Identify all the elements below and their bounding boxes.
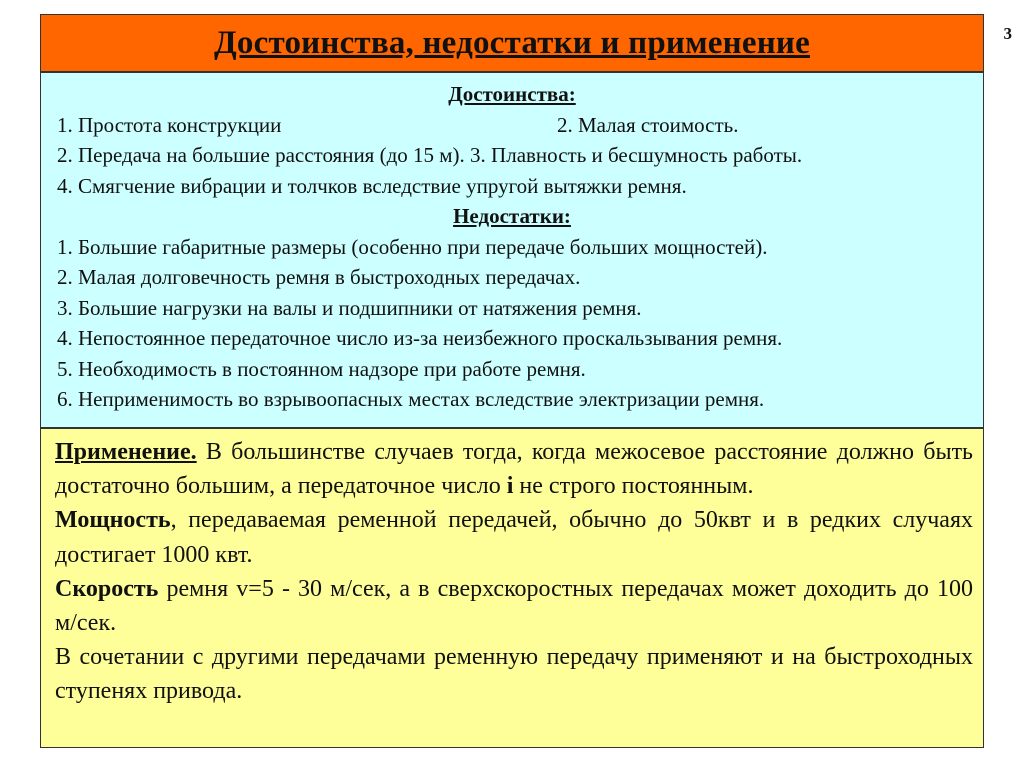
disadvantage-item: 4. Непостоянное передаточное число из-за неизбежного проскальзывания ремня. xyxy=(57,326,783,350)
disadvantage-item: 6. Неприменимость во взрывоопасных местах вследствие электризации ремня. xyxy=(57,387,765,411)
application-text-end: не строго постоянным. xyxy=(513,473,754,500)
application-label: Применение. xyxy=(55,439,197,465)
application-panel xyxy=(40,428,984,748)
advantage-item: 2. Малая стоимость. xyxy=(557,112,739,137)
advantage-item: 2. Передача на большие расстояния (до 15 м). 3. Плавность и бесшумность работы. xyxy=(57,143,803,167)
ratio-symbol: i xyxy=(506,473,514,500)
speed-label: Скорость xyxy=(55,575,159,602)
advantages-disadvantages-panel xyxy=(40,72,984,428)
speed-paragraph xyxy=(55,572,973,640)
disadvantage-item: 1. Большие габаритные размеры (особенно при передаче больших мощностей). xyxy=(57,234,768,259)
advantage-item: 1. Простота конструкции xyxy=(57,112,282,137)
disadvantage-item: 5. Необходимость в постоянном надзоре при работе ремня. xyxy=(57,356,586,381)
speed-text: ремня v=5 - 30 м/сек, а в сверхскоростных передачах может доходить до 100 м/сек. xyxy=(55,575,973,637)
power-text: , передаваемая ременной передачей, обычно до 50квт и в редких случаях достигает 1000 квт. xyxy=(55,507,973,568)
title-banner xyxy=(40,14,984,72)
advantage-item: 4. Смягчение вибрации и толчков вследствие упругой вытяжки ремня. xyxy=(57,173,687,198)
advantages-heading: Достоинства: xyxy=(448,82,576,106)
application-text: В большинстве случаев тогда, когда межосевое расстояние должно быть достаточно большим, а передаточное число xyxy=(55,439,973,500)
combination-paragraph: В сочетании с другими передачами ременную передачу применяют и на быстроходных ступенях привода. xyxy=(55,644,973,705)
page-number: 3 xyxy=(1003,24,1012,43)
advantages-row-1 xyxy=(57,110,967,141)
disadvantage-item: 3. Большие нагрузки на валы и подшипники от натяжения ремня. xyxy=(57,295,642,320)
disadvantage-item: 2. Малая долговечность ремня в быстроходных передачах. xyxy=(57,265,581,289)
page-title: Достоинства, недостатки и применение xyxy=(214,24,810,61)
application-paragraph xyxy=(55,435,973,503)
disadvantages-heading: Недостатки: xyxy=(453,204,571,228)
power-paragraph xyxy=(55,503,973,571)
power-label: Мощность xyxy=(55,507,171,534)
